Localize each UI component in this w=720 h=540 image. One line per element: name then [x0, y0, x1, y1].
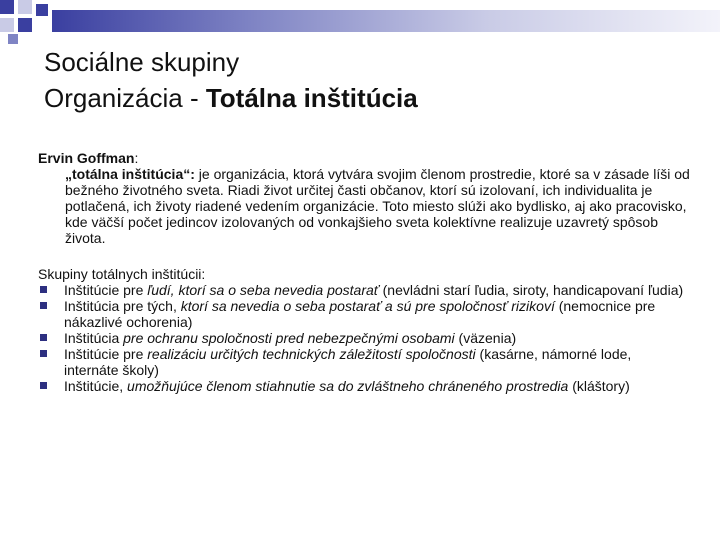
- deco-square: [0, 0, 14, 14]
- item-detail: (nevládni starí ľudia, siroty, handicapovaní ľudia): [378, 282, 684, 298]
- square-bullet-icon: [40, 302, 47, 309]
- item-emphasis: realizáciu určitých technických záležitostí spoločnosti: [147, 346, 476, 362]
- title-line-2: [44, 80, 704, 116]
- square-bullet-icon: [40, 350, 47, 357]
- item-text: Inštitúcie pre: [64, 282, 148, 298]
- item-detail: (nemocnice pre nákazlivé ochorenia): [64, 298, 656, 330]
- list-item: [38, 378, 689, 394]
- title-prefix: Organizácia -: [44, 83, 206, 113]
- spacer: [38, 246, 698, 266]
- item-emphasis: ktorí sa nevedia o seba postarať a sú pre spoločnosť rizikoví: [180, 298, 555, 314]
- title-line-1: Sociálne skupiny: [44, 47, 240, 77]
- definition-term: „totálna inštitúcia“:: [65, 166, 195, 182]
- deco-square: [18, 18, 32, 32]
- deco-square: [18, 0, 32, 14]
- list-item: [38, 330, 689, 346]
- author-colon: :: [134, 150, 139, 166]
- header-gradient-bar: [52, 10, 720, 32]
- slide-body: [38, 150, 698, 394]
- square-bullet-icon: [40, 382, 47, 389]
- item-text: Inštitúcia pre tých,: [64, 298, 181, 314]
- item-detail: (kasárne, námorné lode, internáte školy): [64, 346, 632, 378]
- title-bold: Totálna inštitúcia: [205, 83, 418, 113]
- item-text: Inštitúcie pre: [64, 346, 148, 362]
- item-emphasis: pre ochranu spoločnosti pred nebezpečnými osobami: [123, 330, 455, 346]
- deco-square: [0, 18, 14, 32]
- groups-list: [38, 282, 698, 394]
- list-item: [38, 346, 689, 378]
- deco-square: [8, 34, 18, 44]
- item-text: Inštitúcie,: [64, 378, 128, 394]
- square-bullet-icon: [40, 334, 47, 341]
- slide-title: [44, 44, 704, 116]
- item-text: Inštitúcia: [64, 330, 124, 346]
- definition-text: je organizácia, ktorá vytvára svojim členom prostredie, ktoré sa v zásade líši od bežného životného sveta. Riadi život určitej časti občanov, ktorí sú izolovaní, ich individualita je potlačená, ich životy riadené vedením organizácie. Toto miesto slúži ako bydlisko, aj ako pracovisko, kde väčší počet jedincov izolovaných od vonkajšieho sveta kolektívne realizuje uzavretý spôsob života.: [65, 166, 690, 246]
- item-emphasis: umožňujúce členom stiahnutie sa do zvláštneho chráneného prostredia: [127, 378, 569, 394]
- item-emphasis: ľudí, ktorí sa o seba nevedia postarať: [147, 282, 379, 298]
- author-name: Ervin Goffman: [38, 150, 135, 166]
- groups-heading: Skupiny totálnych inštitúcii:: [38, 266, 206, 282]
- item-detail: (kláštory): [568, 378, 630, 394]
- deco-square: [36, 4, 48, 16]
- definition-paragraph: [65, 166, 690, 246]
- list-item: [38, 282, 689, 298]
- author-line: [38, 150, 698, 166]
- list-item: [38, 298, 689, 330]
- item-detail: (väzenia): [454, 330, 517, 346]
- square-bullet-icon: [40, 286, 47, 293]
